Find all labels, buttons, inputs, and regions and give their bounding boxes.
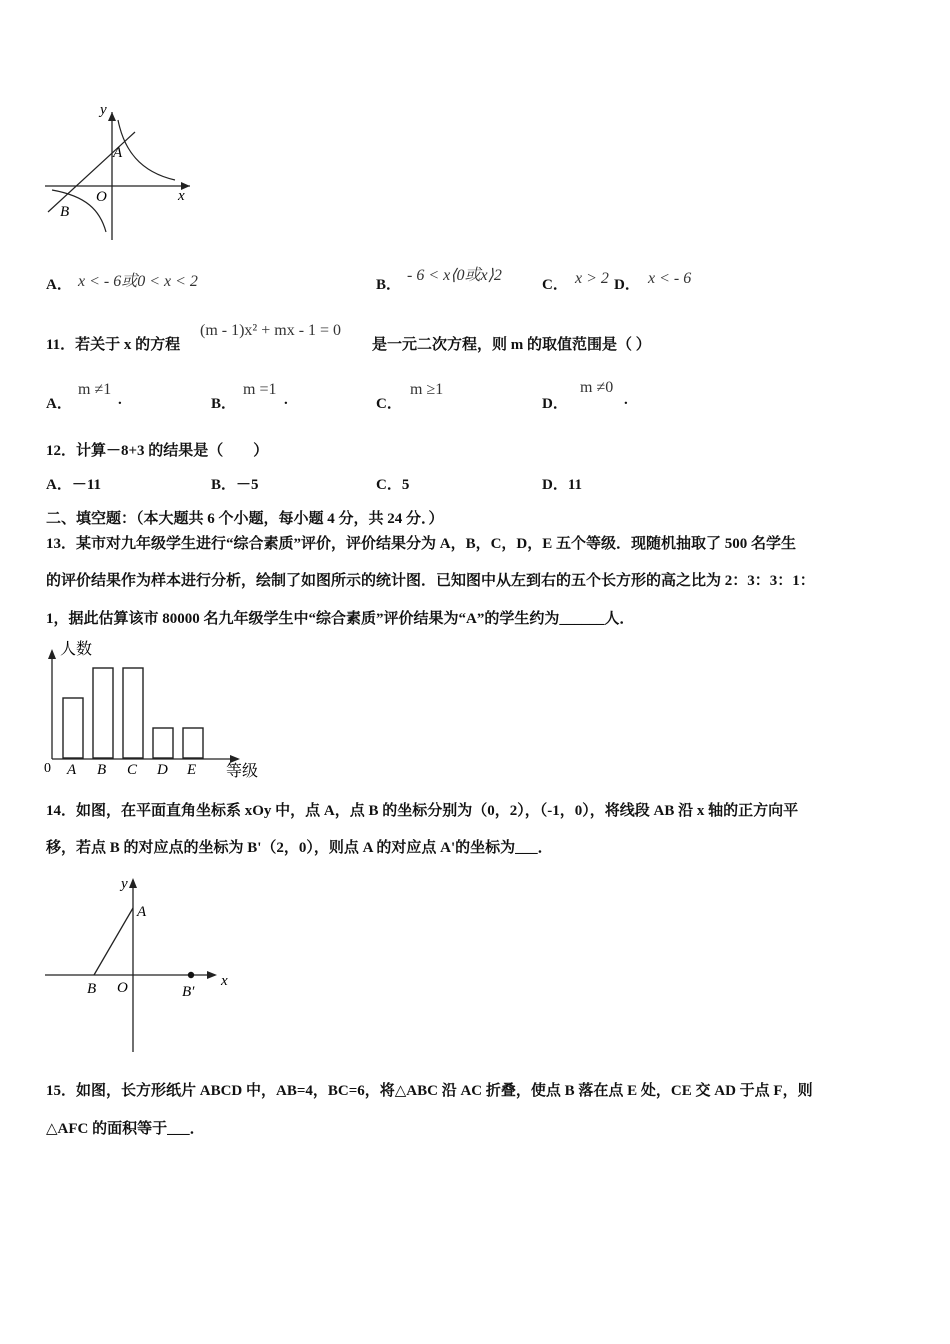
- origin-label: O: [96, 189, 107, 205]
- origin-label: O: [117, 980, 128, 996]
- q11-prefix: 11．若关于 x 的方程: [46, 337, 181, 353]
- chart-origin: 0: [44, 761, 51, 776]
- q10-option-d-expr: x < - 6: [648, 270, 692, 287]
- q11-option-b-expr: m =1: [243, 381, 277, 398]
- q11-option-d-expr: m ≠0: [580, 379, 614, 396]
- x-label: x: [178, 188, 185, 204]
- chart-x-axis-arrow: [230, 755, 240, 763]
- q11-option-d-letter: D．: [542, 396, 568, 412]
- q14-line-2: 移，若点 B 的对应点的坐标为 B'（2，0），则点 A 的对应点 A'的坐标为___．: [46, 840, 553, 856]
- point-b-prime: [188, 972, 194, 978]
- q12-option-d: D．11: [542, 477, 583, 493]
- q14-figure: [40, 870, 240, 1055]
- q12-option-c: C．5: [376, 477, 410, 493]
- q12-option-a: A．－11: [46, 477, 102, 493]
- q11-option-a-dot: .: [118, 392, 122, 408]
- q10-option-c-expr: x > 2: [575, 270, 609, 287]
- q10-option-b: B．: [376, 277, 402, 293]
- bar-A: [63, 698, 83, 758]
- y-label: y: [100, 102, 107, 118]
- y-axis-arrow: [129, 878, 137, 888]
- q11-option-b-dot: .: [284, 392, 288, 408]
- q10-option-c: C．: [542, 277, 568, 293]
- hyperbola-branch-upper: [118, 120, 175, 180]
- q10-option-a: A．: [46, 277, 72, 293]
- section-2-heading: 二、填空题：（本大题共 6 个小题，每小题 4 分，共 24 分．）: [46, 511, 444, 527]
- q12-question: 12．计算－8+3 的结果是（ ）: [46, 443, 269, 459]
- y-label: y: [121, 876, 128, 892]
- line-ab: [48, 132, 135, 212]
- q15-line-1: 15．如图，长方形纸片 ABCD 中，AB=4，BC=6，将△ABC 沿 AC 折叠，使点 B 落在点 E 处，CE 交 AD 于点 F，则: [46, 1083, 813, 1099]
- q11-option-a-letter: A．: [46, 396, 72, 412]
- q10-figure: [40, 100, 200, 245]
- y-axis-arrow: [108, 112, 116, 121]
- point-b-prime-label: B′: [182, 984, 195, 1000]
- point-b-label: B: [87, 981, 97, 997]
- tick-label-A: A: [67, 762, 77, 778]
- chart-ylabel: 人数: [60, 641, 93, 658]
- q11-option-d-dot: .: [624, 392, 628, 408]
- tick-label-C: C: [127, 762, 138, 778]
- bar-B: [93, 668, 113, 758]
- bar-C: [123, 668, 143, 758]
- q11-suffix: 是一元二次方程，则 m 的取值范围是（ ）: [372, 337, 651, 353]
- segment-ab: [94, 908, 133, 975]
- chart-xlabel: 等级: [226, 763, 259, 780]
- q11-option-c-expr: m ≥1: [410, 381, 444, 398]
- q10-option-b-expr: - 6 < x⟨0或x⟩2: [407, 267, 502, 284]
- q13-line-2: 的评价结果作为样本进行分析，绘制了如图所示的统计图．已知图中从左到右的五个长方形的高之比为 2：3：3：1：: [46, 573, 815, 589]
- point-a-label: A: [113, 145, 123, 161]
- bar-E: [183, 728, 203, 758]
- q14-line-1: 14．如图，在平面直角坐标系 xOy 中，点 A，点 B 的坐标分别为（0，2），（-1，0），将线段 AB 沿 x 轴的正方向平: [46, 803, 799, 819]
- tick-label-E: E: [187, 762, 197, 778]
- q11-option-a-expr: m ≠1: [78, 381, 112, 398]
- x-axis-arrow: [207, 971, 217, 979]
- q10-option-d: D．: [614, 277, 640, 293]
- q11-option-b-letter: B．: [211, 396, 237, 412]
- q13-bar-chart: [40, 638, 270, 783]
- point-a-label: A: [137, 904, 147, 920]
- bar-D: [153, 728, 173, 758]
- tick-label-D: D: [157, 762, 168, 778]
- tick-label-B: B: [97, 762, 107, 778]
- point-b-label: B: [60, 204, 70, 220]
- q11-option-c-letter: C．: [376, 396, 402, 412]
- q10-option-a-expr: x < - 6或0 < x < 2: [78, 273, 198, 290]
- q11-equation: (m - 1)x² + mx - 1 = 0: [200, 322, 342, 339]
- q13-line-3: 1，据此估算该市 80000 名九年级学生中“综合素质”评价结果为“A”的学生约为______人．: [46, 611, 635, 627]
- chart-y-axis-arrow: [48, 649, 56, 659]
- q15-line-2: △AFC 的面积等于___．: [46, 1121, 205, 1137]
- x-label: x: [221, 973, 228, 989]
- q13-line-1: 13．某市对九年级学生进行“综合素质”评价，评价结果分为 A，B，C，D，E 五个等级．现随机抽取了 500 名学生: [46, 536, 797, 552]
- q12-option-b: B．－5: [211, 477, 259, 493]
